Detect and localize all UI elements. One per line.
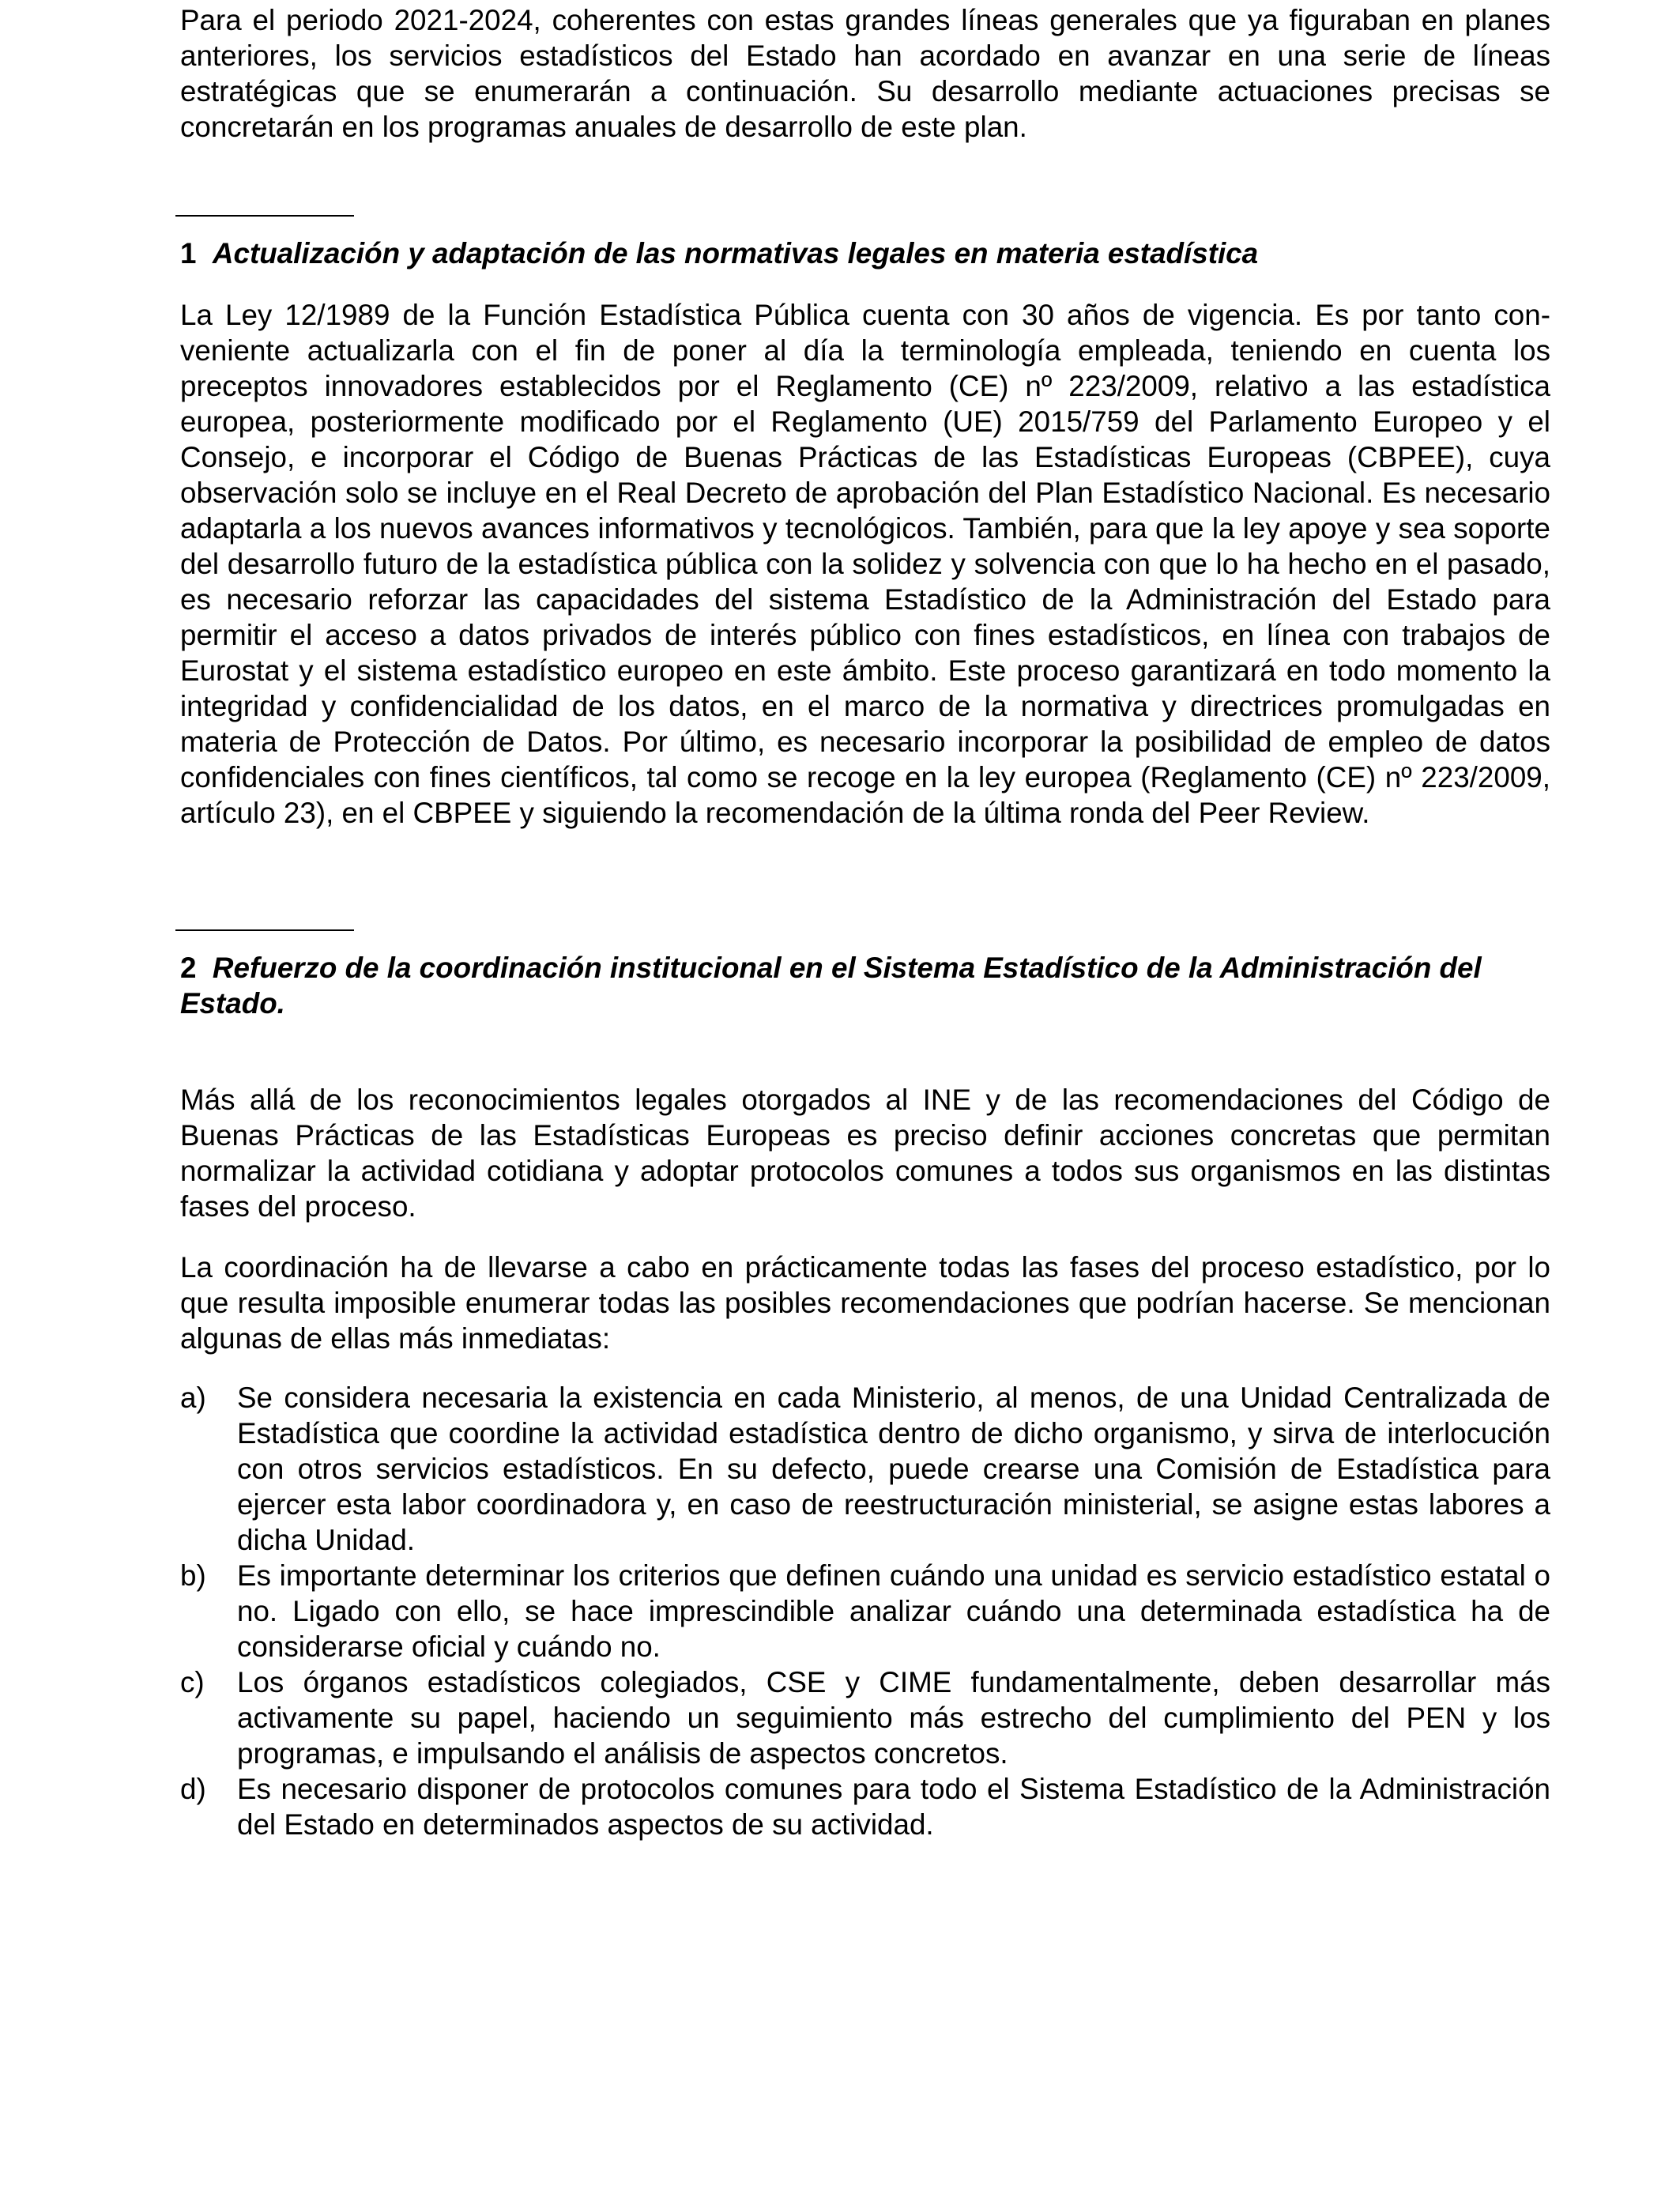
- recommendations-list: [180, 1380, 1550, 1842]
- list-item-text: Es necesario disponer de protocolos comunes para todo el Sistema Estadístico de la Administración del Estado en determinados aspectos de su actividad.: [237, 1773, 1550, 1841]
- list-item-text: Es importante determinar los criterios que definen cuándo una unidad es servicio estadístico estatal o no. Ligado con ello, se hace imprescindible analizar cuándo una determinada estadística ha de considerarse oficial y cuándo no.: [237, 1559, 1550, 1663]
- list-item: [180, 1771, 1550, 1842]
- section-1-heading: [180, 236, 1550, 271]
- section-2-paragraph-1: Más allá de los reconocimientos legales otorgados al INE y de las recomendaciones del Código de Buenas Prácticas de las Estadísticas Europeas es preciso definir acciones concretas que permitan normalizar la actividad cotidiana y adoptar protocolos comunes a todos sus organismos en las distintas fases del proceso.: [180, 1084, 1550, 1223]
- list-item-text: Se considera necesaria la existencia en cada Ministerio, al menos, de una Unidad Centralizada de Estadística que coordine la actividad estadística dentro de dicho organismo, y sirva de interlocución con otros servicios estadísticos. En su defecto, puede crearse una Comisión de Estadística para ejercer esta labor coordinadora y, en caso de reestructuración ministerial, se asigne estas labores a dicha Unidad.: [237, 1382, 1550, 1556]
- section-2-number: 2: [180, 952, 197, 984]
- list-item-label: b): [180, 1559, 206, 1592]
- section-1-number: 1: [180, 237, 197, 270]
- section-2-heading: [180, 950, 1550, 1021]
- intro-paragraph: Para el periodo 2021-2024, coherentes con estas grandes líneas generales que ya figuraban en planes anteriores, los servicios estadísticos del Estado han acordado en avanzar en una serie de líneas estratégicas que se enumerarán a continuación. Su desarrollo mediante actuaciones precisas se concretarán en los programas anuales de desarrollo de este plan.: [180, 4, 1550, 143]
- list-item-label: c): [180, 1666, 205, 1698]
- list-item: [180, 1380, 1550, 1558]
- list-item: [180, 1664, 1550, 1771]
- section-2-paragraph-2: La coordinación ha de llevarse a cabo en prácticamente todas las fases del proceso estadístico, por lo que resulta imposible enumerar todas las posibles recomendaciones que podrían hacerse. Se mencionan algunas de ellas más inmediatas:: [180, 1251, 1550, 1355]
- list-item-text: Los órganos estadísticos colegiados, CSE y CIME fundamentalmente, deben desarrollar más activamente su papel, haciendo un seguimiento más estrecho del cumplimiento del PEN y los programas, e impulsando el análisis de aspectos concretos.: [237, 1666, 1550, 1770]
- section-2-rule: [175, 929, 354, 931]
- section-2-title: Refuerzo de la coordinación institucional en el Sistema Estadístico de la Administración del Estado.: [180, 952, 1482, 1020]
- section-1-rule: [175, 215, 354, 217]
- section-1-title: Actualización y adaptación de las normativas legales en materia estadística: [212, 237, 1259, 270]
- section-1-body: La Ley 12/1989 de la Función Estadística Pública cuenta con 30 años de vigencia. Es por tanto conveniente actualizarla con el fin de poner al día la terminología empleada, teniendo en cuenta los preceptos innovadores establecidos por el Reglamento (CE) nº 223/2009, relativo a las estadística europea, posteriormente modificado por el Reglamento (UE) 2015/759 del Parlamento Europeo y el Consejo, e incorporar el Código de Buenas Prácticas de las Estadísticas Europeas (CBPEE), cuya observación solo se incluye en el Real Decreto de aprobación del Plan Estadístico Nacional. Es necesario adaptarla a los nuevos avances informativos y tecnológicos. También, para que la ley apoye y sea soporte del desarrollo futuro de la estadística pública con la solidez y solvencia con que lo ha hecho en el pasado, es necesario reforzar las capacidades del sistema Estadístico de la Administración del Estado para permitir el acceso a datos privados de interés público con fines estadísticos, en línea con trabajos de Eurostat y el sistema estadístico europeo en este ámbito. Este proceso garantizará en todo momento la integridad y confidencialidad de los datos, en el marco de la normativa y directrices promulgadas en materia de Protección de Datos. Por último, es necesario incorporar la posibilidad de empleo de datos confidenciales con fines científicos, tal como se recoge en la ley europea (Reglamento (CE) nº 223/2009, artículo 23), en el CBPEE y siguiendo la recomendación de la última ronda del Peer Review.: [180, 299, 1550, 829]
- list-item: [180, 1558, 1550, 1664]
- list-item-label: a): [180, 1382, 206, 1414]
- list-item-label: d): [180, 1773, 206, 1805]
